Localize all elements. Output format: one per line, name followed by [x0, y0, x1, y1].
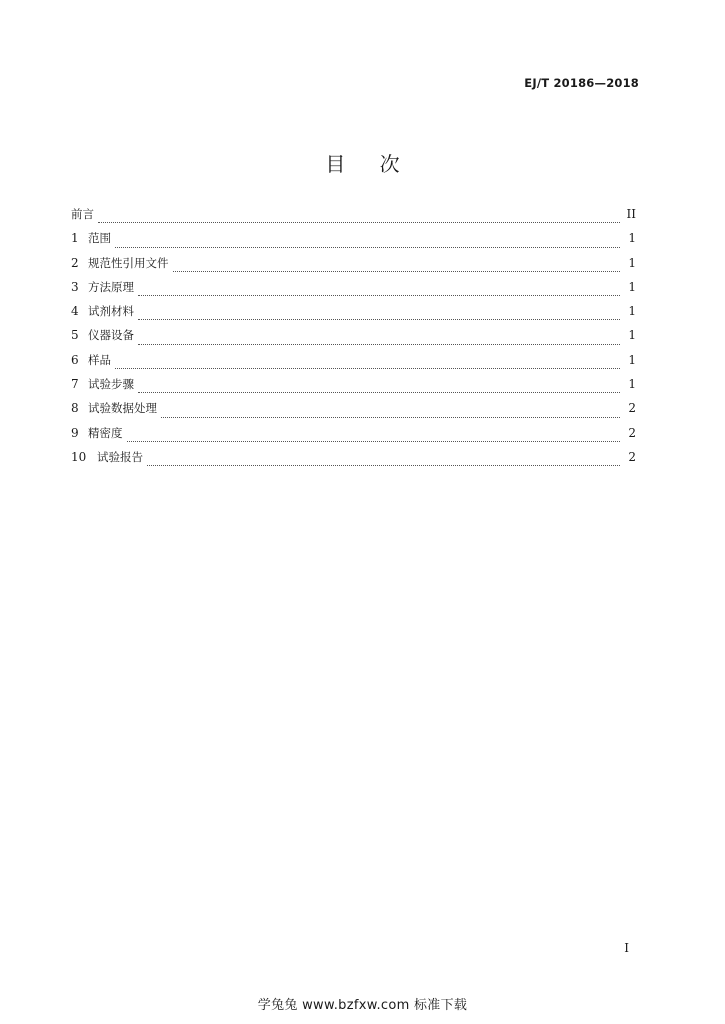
- toc-leader-dots: [161, 417, 620, 418]
- toc-entry-label: 规范性引用文件: [88, 255, 169, 270]
- toc-entry-number: 10: [71, 449, 87, 464]
- toc-leader-dots: [138, 319, 620, 320]
- toc-entry-page: 1: [628, 279, 636, 294]
- toc-entry-number: 6: [71, 352, 79, 367]
- toc-entry-label: 样品: [88, 352, 111, 367]
- toc-entry-label: 试验数据处理: [88, 401, 157, 416]
- toc-entry-page: 2: [628, 401, 636, 416]
- toc-entry-label: 前言: [71, 207, 94, 221]
- toc-entry-7[interactable]: [71, 376, 636, 400]
- toc-entry-page: 2: [628, 449, 636, 464]
- toc-entry-number: 4: [71, 304, 79, 319]
- toc-entry-number: 7: [71, 377, 79, 392]
- toc-entry-label: 方法原理: [88, 279, 134, 294]
- toc-entry-label: 试验步骤: [88, 377, 134, 392]
- toc-leader-dots: [115, 368, 620, 369]
- toc-entry-page: 1: [628, 328, 636, 343]
- toc-leader-dots: [138, 295, 620, 296]
- toc-entry-page: 1: [628, 231, 636, 246]
- toc-entry-3[interactable]: [71, 279, 636, 303]
- toc-leader-dots: [173, 271, 621, 272]
- toc-entry-4[interactable]: [71, 303, 636, 327]
- toc-entry-preface[interactable]: [71, 206, 636, 230]
- toc-entry-6[interactable]: [71, 352, 636, 376]
- standard-code: EJ/T 20186—2018: [524, 76, 639, 90]
- page-number: I: [624, 941, 629, 955]
- toc-leader-dots: [127, 441, 621, 442]
- toc-entry-2[interactable]: [71, 255, 636, 279]
- toc-entry-label: 试验报告: [97, 449, 143, 464]
- toc-entry-page: 1: [628, 377, 636, 392]
- table-of-contents: [71, 206, 636, 473]
- toc-entry-5[interactable]: [71, 327, 636, 351]
- toc-entry-label: 仪器设备: [88, 328, 134, 343]
- toc-entry-page: 1: [628, 304, 636, 319]
- toc-entry-9[interactable]: [71, 425, 636, 449]
- toc-entry-label: 精密度: [88, 425, 123, 440]
- toc-leader-dots: [147, 465, 620, 466]
- toc-leader-dots: [98, 222, 620, 223]
- toc-entry-page: 1: [628, 255, 636, 270]
- toc-entry-8[interactable]: [71, 400, 636, 424]
- toc-entry-number: 5: [71, 328, 79, 343]
- toc-entry-number: 3: [71, 279, 79, 294]
- toc-entry-page: 2: [628, 425, 636, 440]
- toc-entry-label: 范围: [88, 231, 111, 246]
- toc-entry-label: 试剂材料: [88, 304, 134, 319]
- toc-entry-10[interactable]: [71, 449, 636, 473]
- toc-leader-dots: [115, 247, 620, 248]
- toc-entry-number: 9: [71, 425, 79, 440]
- footer-watermark-text: 学兔兔 www.bzfxw.com 标准下载: [257, 998, 468, 1013]
- page-title: 目 次: [325, 152, 414, 176]
- toc-entry-1[interactable]: [71, 230, 636, 254]
- toc-entry-number: 8: [71, 401, 79, 416]
- toc-leader-dots: [138, 344, 620, 345]
- toc-entry-number: 1: [71, 231, 79, 246]
- toc-leader-dots: [138, 392, 620, 393]
- toc-entry-page: 1: [628, 352, 636, 367]
- toc-entry-number: 2: [71, 255, 79, 270]
- toc-entry-page: II: [626, 207, 636, 221]
